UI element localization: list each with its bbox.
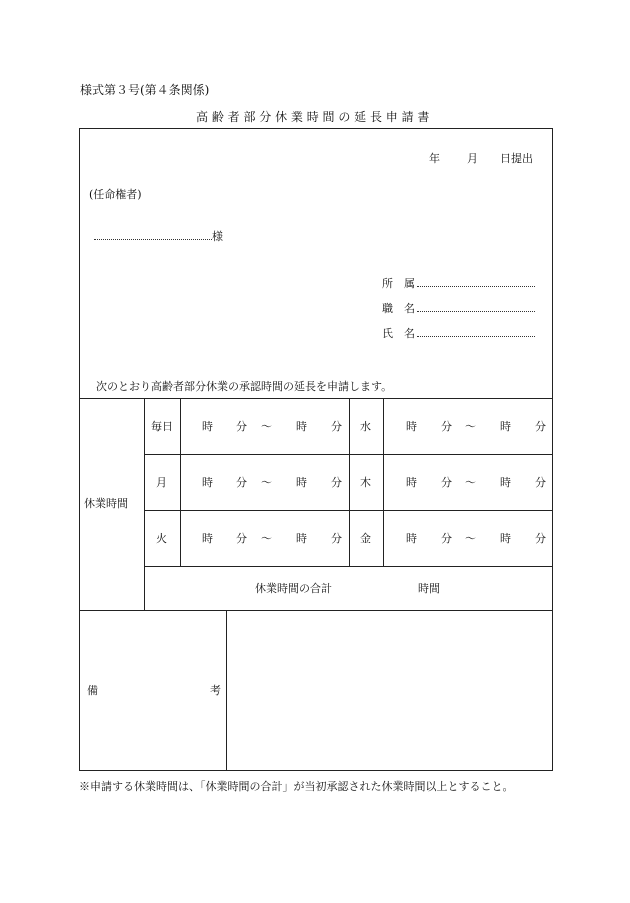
left-day-label: 毎日 <box>151 420 173 433</box>
start-hour-label: 時 <box>202 476 213 489</box>
end-minute-label: 分 <box>331 476 342 489</box>
tilde-label: ～ <box>261 476 272 489</box>
section-label-divider <box>144 398 145 610</box>
end-hour-label: 時 <box>500 420 511 433</box>
tilde-label: ～ <box>261 532 272 545</box>
appointer-name-field[interactable] <box>94 227 223 243</box>
start-hour-label: 時 <box>406 476 417 489</box>
date-year-label: 年 <box>429 152 440 165</box>
application-statement: 次のとおり高齢者部分休業の承認時間の延長を申請します。 <box>96 380 393 393</box>
right-day-left-divider <box>349 398 350 566</box>
name-row[interactable] <box>382 328 535 339</box>
end-hour-label: 時 <box>296 420 307 433</box>
start-minute-label: 分 <box>441 532 452 545</box>
tilde-label: ～ <box>465 476 476 489</box>
honorific-label: 様 <box>212 230 223 243</box>
end-hour-label: 時 <box>296 476 307 489</box>
left-day-divider <box>180 398 181 566</box>
name-dotted-line <box>417 336 535 337</box>
name-label: 氏 名 <box>382 327 415 340</box>
start-hour-label: 時 <box>406 420 417 433</box>
start-hour-label: 時 <box>406 532 417 545</box>
right-day-label: 水 <box>360 420 371 433</box>
form-title: 高 齢 者 部 分 休 業 時 間 の 延 長 申 請 書 <box>196 110 430 124</box>
schedule-section-label: 休業時間 <box>84 497 128 510</box>
footnote: ※申請する休業時間は、「休業時間の合計」が当初承認された休業時間以上とすること。 <box>79 780 514 793</box>
tilde-label: ～ <box>465 532 476 545</box>
form-number: 様式第３号(第４条関係) <box>80 83 210 97</box>
end-hour-label: 時 <box>296 532 307 545</box>
end-minute-label: 分 <box>535 476 546 489</box>
start-hour-label: 時 <box>202 532 213 545</box>
tilde-label: ～ <box>261 420 272 433</box>
right-day-label: 木 <box>360 476 371 489</box>
left-day-label: 火 <box>156 532 167 545</box>
right-day-right-divider <box>383 398 384 566</box>
end-hour-label: 時 <box>500 532 511 545</box>
schedule-top-line <box>79 398 553 399</box>
remarks-divider <box>226 610 227 771</box>
end-minute-label: 分 <box>535 532 546 545</box>
start-minute-label: 分 <box>441 476 452 489</box>
affiliation-dotted-line <box>417 286 535 287</box>
left-day-label: 月 <box>156 476 167 489</box>
remarks-label-right: 考 <box>210 684 221 697</box>
affiliation-label: 所 属 <box>382 277 415 290</box>
total-label: 休業時間の合計 <box>255 582 332 595</box>
job-title-dotted-line <box>417 311 535 312</box>
start-hour-label: 時 <box>202 420 213 433</box>
appointer-dotted-line <box>94 239 212 240</box>
tilde-label: ～ <box>465 420 476 433</box>
total-unit-label: 時間 <box>418 582 440 595</box>
start-minute-label: 分 <box>236 532 247 545</box>
start-minute-label: 分 <box>236 476 247 489</box>
appointer-label: (任命権者) <box>89 188 142 201</box>
remarks-field[interactable] <box>228 612 551 769</box>
date-month-label: 月 <box>467 152 478 165</box>
end-hour-label: 時 <box>500 476 511 489</box>
start-minute-label: 分 <box>441 420 452 433</box>
right-day-label: 金 <box>360 532 371 545</box>
schedule-bottom-line <box>79 610 553 611</box>
affiliation-row[interactable] <box>382 278 535 289</box>
end-minute-label: 分 <box>331 532 342 545</box>
end-minute-label: 分 <box>535 420 546 433</box>
date-day-label: 日提出 <box>500 152 533 165</box>
schedule-row-line-3 <box>144 566 553 567</box>
end-minute-label: 分 <box>331 420 342 433</box>
job-title-row[interactable] <box>382 303 535 314</box>
remarks-label-left: 備 <box>87 684 98 697</box>
job-title-label: 職 名 <box>382 302 415 315</box>
start-minute-label: 分 <box>236 420 247 433</box>
